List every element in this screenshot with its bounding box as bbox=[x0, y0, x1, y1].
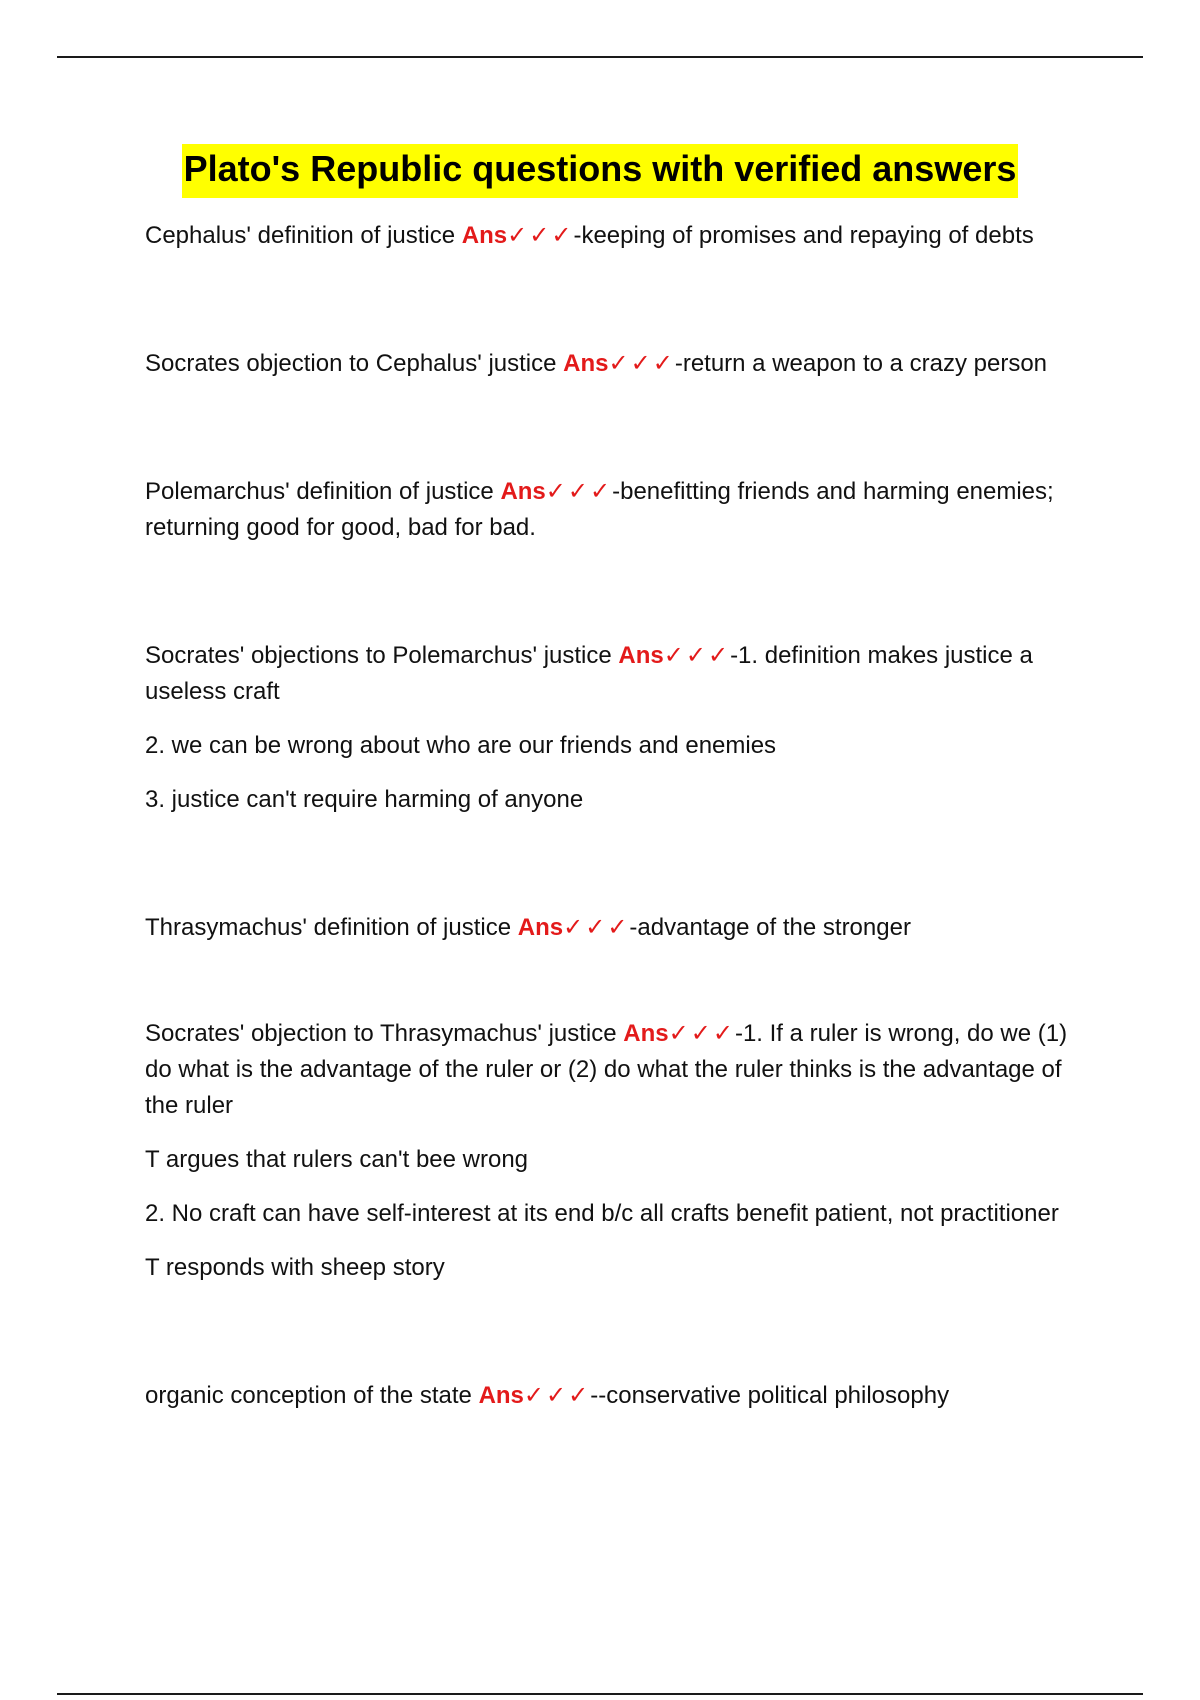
qa-list bbox=[145, 218, 1080, 1514]
ans-label: Ans bbox=[478, 1382, 524, 1409]
question-text: organic conception of the state bbox=[145, 1382, 479, 1409]
answer-continuation: T responds with sheep story bbox=[145, 1254, 445, 1281]
answer-continuation: T argues that rulers can't bee wrong bbox=[145, 1146, 529, 1173]
qa-question-line bbox=[145, 218, 1080, 254]
check-marks-icon: ✓✓✓ bbox=[563, 914, 630, 941]
check-marks-icon: ✓✓✓ bbox=[663, 642, 731, 669]
qa-item bbox=[145, 638, 1080, 818]
check-marks-icon: ✓✓✓ bbox=[608, 350, 675, 377]
qa-question-line bbox=[145, 474, 1080, 546]
question-text: Socrates' objection to Thrasymachus' justice bbox=[145, 1020, 624, 1047]
answer-text: --conservative political philosophy bbox=[590, 1382, 950, 1409]
check-marks-icon: ✓✓✓ bbox=[668, 1020, 735, 1047]
answer-text: -1. If a ruler is wrong, do we (1) do what is the advantage of the ruler or (2) do what the ruler thinks is the advantage of the ruler bbox=[145, 1020, 1068, 1119]
title-container bbox=[0, 144, 1200, 198]
answer-text: -keeping of promises and repaying of debts bbox=[573, 222, 1034, 249]
qa-question-line bbox=[145, 910, 1080, 946]
question-text: Socrates objection to Cephalus' justice bbox=[145, 350, 564, 377]
question-text: Cephalus' definition of justice bbox=[145, 222, 462, 249]
question-text: Thrasymachus' definition of justice bbox=[145, 914, 518, 941]
qa-question-line bbox=[145, 1016, 1080, 1124]
answer-continuation: 2. No craft can have self-interest at its end b/c all crafts benefit patient, not practitioner bbox=[145, 1200, 1059, 1227]
check-marks-icon: ✓✓✓ bbox=[523, 1382, 591, 1409]
qa-item bbox=[145, 218, 1080, 254]
answer-text: -return a weapon to a crazy person bbox=[674, 350, 1048, 377]
page-title: Plato's Republic questions with verified answers bbox=[182, 144, 1019, 198]
check-marks-icon: ✓✓✓ bbox=[545, 478, 613, 505]
ans-label: Ans bbox=[517, 914, 564, 941]
qa-item bbox=[145, 1378, 1080, 1414]
qa-question-line bbox=[145, 638, 1080, 710]
bottom-rule bbox=[57, 1693, 1143, 1695]
ans-label: Ans bbox=[618, 642, 664, 669]
answer-text: -benefitting friends and harming enemies; returning good for good, bad for bad. bbox=[145, 478, 1054, 541]
answer-continuation: 3. justice can't require harming of anyone bbox=[145, 786, 584, 813]
question-text: Socrates' objections to Polemarchus' justice bbox=[145, 642, 619, 669]
qa-question-line bbox=[145, 346, 1080, 382]
check-marks-icon: ✓✓✓ bbox=[507, 222, 574, 249]
ans-label: Ans bbox=[563, 350, 609, 377]
answer-text: -1. definition makes justice a useless craft bbox=[145, 642, 1033, 705]
ans-label: Ans bbox=[623, 1020, 669, 1047]
ans-label: Ans bbox=[461, 222, 508, 249]
qa-item bbox=[145, 346, 1080, 382]
answer-text: -advantage of the stronger bbox=[629, 914, 911, 941]
qa-item bbox=[145, 474, 1080, 546]
answer-continuation: 2. we can be wrong about who are our friends and enemies bbox=[145, 732, 777, 759]
question-text: Polemarchus' definition of justice bbox=[145, 478, 501, 505]
qa-question-line bbox=[145, 1378, 1080, 1414]
qa-item bbox=[145, 1016, 1080, 1286]
ans-label: Ans bbox=[500, 478, 546, 505]
top-rule bbox=[57, 56, 1143, 58]
qa-item bbox=[145, 910, 1080, 946]
